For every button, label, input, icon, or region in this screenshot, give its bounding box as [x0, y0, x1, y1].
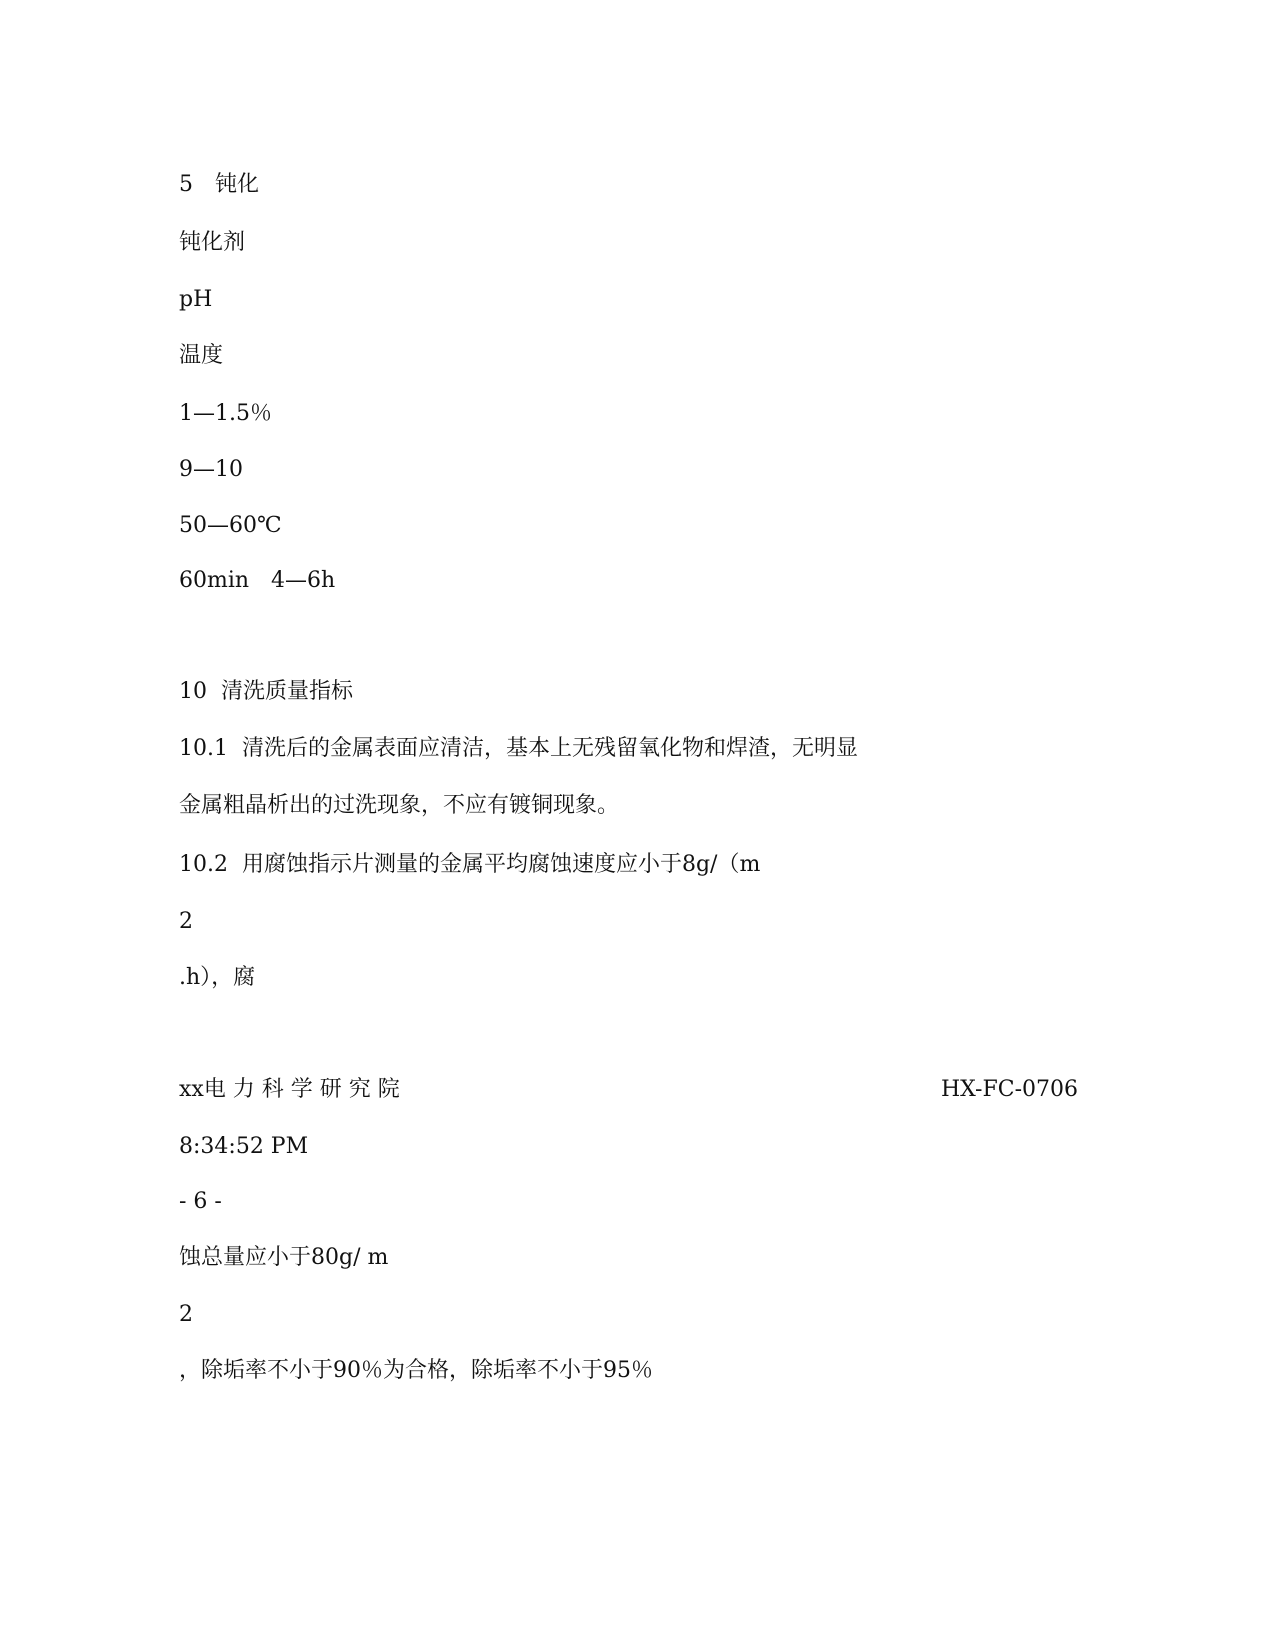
continuation-superscript: 2 — [179, 1302, 193, 1327]
paragraph-10-2-superscript: 2 — [179, 909, 193, 934]
value-passivator: 1—1.5％ — [179, 401, 272, 426]
paragraph-10-2-line2: .h），腐 — [179, 965, 256, 990]
footer-page-number: - 6 - — [179, 1189, 222, 1214]
section-heading-passivation: 5 钝化 — [179, 172, 259, 197]
label-ph: pH — [179, 287, 213, 312]
continuation-line2: ，除垢率不小于90％为合格，除垢率不小于95％ — [179, 1358, 653, 1383]
value-time: 60min 4—6h — [179, 568, 336, 593]
footer-institute: xx电 力 科 学 研 究 院 — [179, 1077, 400, 1102]
label-passivator: 钝化剂 — [179, 230, 246, 255]
section-heading-quality: 10 清洗质量指标 — [179, 679, 353, 704]
continuation-line1: 蚀总量应小于80g/ m — [179, 1245, 389, 1270]
footer-time: 8:34:52 PM — [179, 1134, 309, 1159]
label-temperature: 温度 — [179, 343, 224, 368]
paragraph-10-2-line1: 10.2 用腐蚀指示片测量的金属平均腐蚀速度应小于8g/（m — [179, 852, 761, 877]
value-temperature: 50—60℃ — [179, 513, 282, 538]
footer-doc-code: HX-FC-0706 — [940, 1077, 1078, 1102]
value-ph: 9—10 — [179, 457, 243, 482]
paragraph-10-1-line1: 10.1 清洗后的金属表面应清洁，基本上无残留氧化物和焊渣，无明显 — [179, 736, 858, 761]
paragraph-10-1-line2: 金属粗晶析出的过洗现象，不应有镀铜现象。 — [179, 793, 620, 818]
